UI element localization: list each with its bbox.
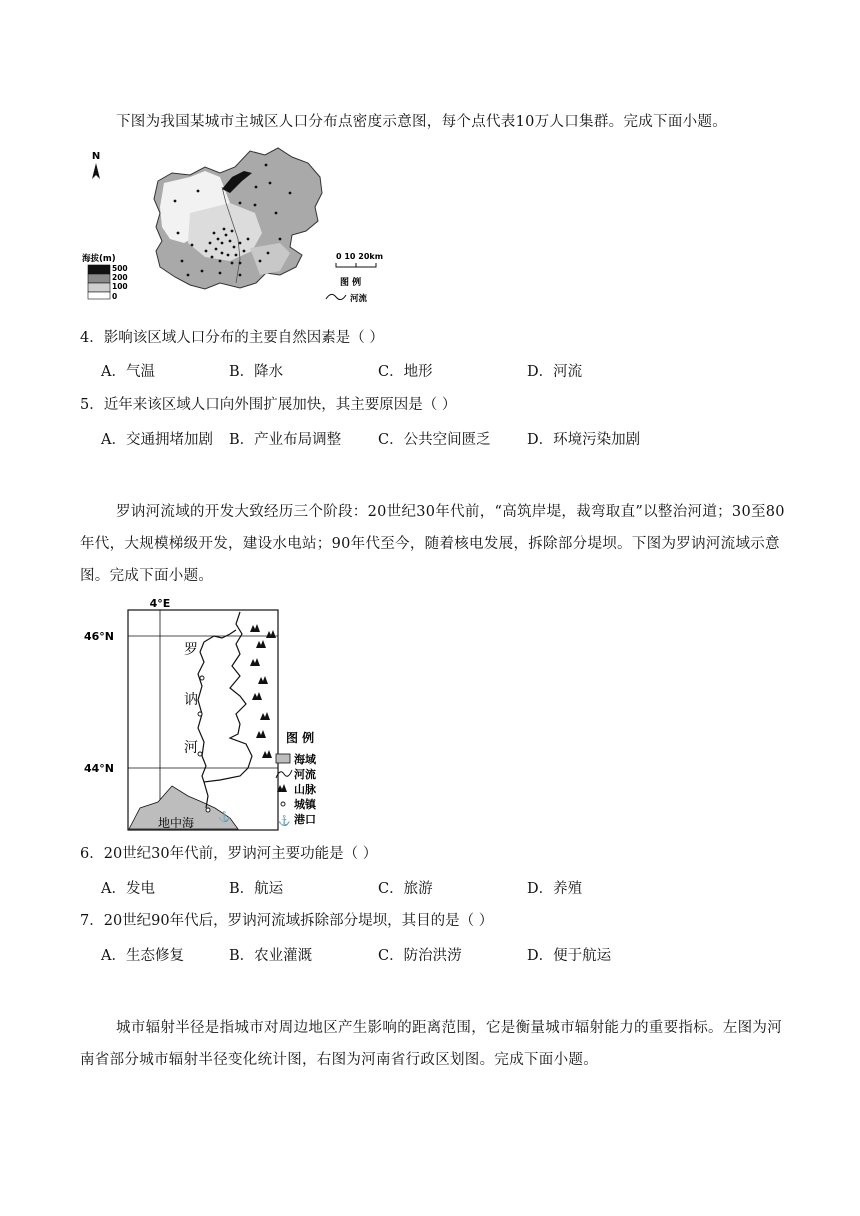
question-5-stem: 5．近年来该区域人口向外围扩展加快，其主要原因是（ ）	[80, 397, 457, 413]
port-icon: ⚓	[218, 812, 231, 823]
elevation-legend-title: 海拔(m)	[82, 254, 116, 264]
q4-option-a[interactable]: A．气温	[101, 364, 155, 380]
q6-option-a[interactable]: A．发电	[101, 881, 155, 897]
legend-label: 港口	[294, 813, 316, 826]
elevation-value: 100	[112, 282, 128, 291]
river-name-char: 讷	[184, 692, 198, 708]
question-4-options	[101, 360, 801, 380]
question-6-options	[101, 877, 801, 897]
north-arrow-icon	[92, 163, 100, 179]
question-4-stem: 4．影响该区域人口分布的主要自然因素是（ ）	[80, 330, 384, 346]
legend-label: 河流	[294, 768, 316, 781]
q7-option-b[interactable]: B．农业灌溉	[229, 948, 313, 964]
legend-title: 图 例	[286, 731, 315, 745]
q6-option-c[interactable]: C．旅游	[378, 881, 433, 897]
question-5-options	[101, 428, 801, 448]
elevation-value: 500	[112, 264, 128, 273]
longitude-label: 4°E	[149, 597, 171, 610]
question-7-options	[101, 944, 801, 964]
q7-option-a[interactable]: A．生态修复	[101, 948, 184, 964]
rhone-basin-map	[80, 596, 390, 836]
q5-option-a[interactable]: A．交通拥堵加剧	[101, 432, 213, 448]
elevation-value: 0	[112, 292, 118, 301]
river-name-char: 河	[184, 740, 198, 756]
q6-option-d[interactable]: D．养殖	[527, 881, 583, 897]
river-legend-icon	[326, 294, 346, 299]
town-legend-icon	[281, 802, 285, 806]
legend-title: 图 例	[340, 278, 362, 288]
elevation-value: 200	[112, 273, 128, 282]
sea-legend-icon	[276, 754, 290, 763]
latitude-label-44: 44°N	[84, 762, 115, 775]
q4-option-c[interactable]: C．地形	[378, 364, 433, 380]
q5-option-d[interactable]: D．环境污染加剧	[527, 432, 641, 448]
q5-option-b[interactable]: B．产业布局调整	[229, 432, 342, 448]
q5-option-c[interactable]: C．公共空间匮乏	[378, 432, 491, 448]
port-legend-icon: ⚓	[278, 816, 291, 827]
q4-option-d[interactable]: D．河流	[527, 364, 583, 380]
q7-option-d[interactable]: D．便于航运	[527, 948, 612, 964]
intro-paragraph-3: 城市辐射半径是指城市对周边地区产生影响的距离范围，它是衡量城市辐射能力的重要指标。左图为河南省部分城市辐射半径变化统计图，右图为河南省行政区划图。完成下面小题。	[80, 1020, 782, 1068]
legend-label: 海域	[294, 753, 316, 766]
q6-option-b[interactable]: B．航运	[229, 881, 284, 897]
question-6-stem: 6．20世纪30年代前，罗讷河主要功能是（ ）	[80, 846, 378, 862]
q7-option-c[interactable]: C．防治洪涝	[378, 948, 462, 964]
legend-river-label: 河流	[350, 294, 368, 304]
sea-label: 地中海	[158, 816, 195, 830]
q4-option-b[interactable]: B．降水	[229, 364, 284, 380]
question-7-stem: 7．20世纪90年代后，罗讷河流域拆除部分堤坝，其目的是（ ）	[80, 913, 494, 929]
legend-label: 城镇	[294, 798, 316, 811]
scale-label: 0 10 20km	[336, 252, 384, 261]
scale-bar	[336, 263, 376, 267]
river-name-char: 罗	[184, 642, 198, 658]
latitude-label-46: 46°N	[84, 630, 115, 643]
intro-paragraph-2: 罗讷河流域的开发大致经历三个阶段：20世纪30年代前，“高筑岸堤，裁弯取直”以整治河道；30至80年代，大规模梯级开发，建设水电站；90年代至今，随着核电发展，拆除部分堤坝。下图为罗讷河流域示意图。完成下面小题。	[80, 504, 785, 584]
intro-paragraph-1: 下图为我国某城市主城区人口分布点密度示意图，每个点代表10万人口集群。完成下面小题。	[116, 114, 728, 130]
legend-label: 山脉	[294, 783, 316, 796]
north-label: N	[91, 151, 101, 162]
population-density-map	[80, 143, 400, 313]
